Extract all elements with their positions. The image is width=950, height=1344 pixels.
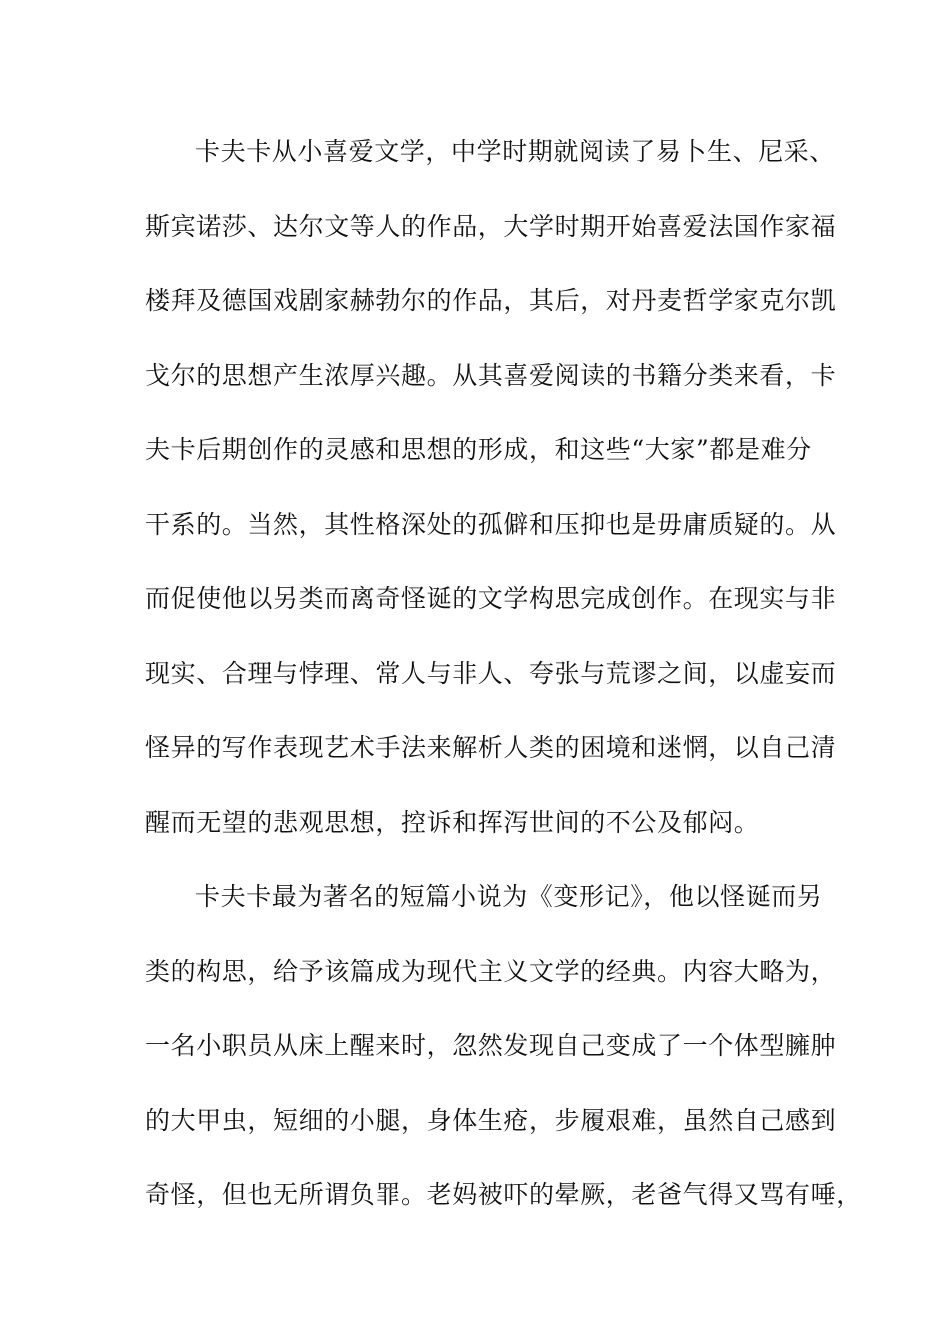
text-line: 类的构思，给予该篇成为现代主义文学的经典。内容大略为，	[145, 956, 837, 986]
paragraph-2	[145, 870, 862, 1243]
text-line: 而促使他以另类而离奇怪诞的文学构思完成创作。在现实与非	[145, 584, 837, 613]
text-line: 一名小职员从床上醒来时，忽然发现自己变成了一个体型臃肿	[145, 1031, 837, 1060]
text-line: 卡夫卡从小喜爱文学，中学时期就阅读了易卜生、尼采、	[195, 137, 836, 166]
text-line: 醒而无望的悲观思想，控诉和挥泻世间的不公及郁闷。	[145, 807, 760, 837]
text-line: 卡夫卡最为著名的短篇小说为《变形记》，他以怪诞而另	[195, 882, 823, 911]
text-line: 楼拜及德国戏剧家赫勃尔的作品，其后，对丹麦哲学家克尔凯	[145, 286, 837, 315]
text-line: 干系的。当然，其性格深处的孤僻和压抑也是毋庸质疑的。从	[145, 509, 837, 539]
text-line: 夫卡后期创作的灵感和思想的形成，和这些“大家”都是难分	[145, 435, 812, 464]
text-line: 现实、合理与悖理、常人与非人、夸张与荒谬之间，以虚妄而	[145, 658, 837, 688]
paragraph-1	[145, 125, 837, 870]
text-line: 斯宾诺莎、达尔文等人的作品，大学时期开始喜爱法国作家福	[145, 211, 837, 241]
document-body	[145, 125, 862, 1243]
text-line: 怪异的写作表现艺术手法来解析人类的困境和迷惘，以自己清	[145, 733, 837, 762]
text-line: 戈尔的思想产生浓厚兴趣。从其喜爱阅读的书籍分类来看，卡	[145, 360, 837, 390]
text-line: 的大甲虫，短细的小腿，身体生疮，步履艰难，虽然自己感到	[145, 1105, 837, 1135]
text-line: 奇怪，但也无所谓负罪。老妈被吓的晕厥，老爸气得又骂有唾，	[145, 1180, 862, 1209]
